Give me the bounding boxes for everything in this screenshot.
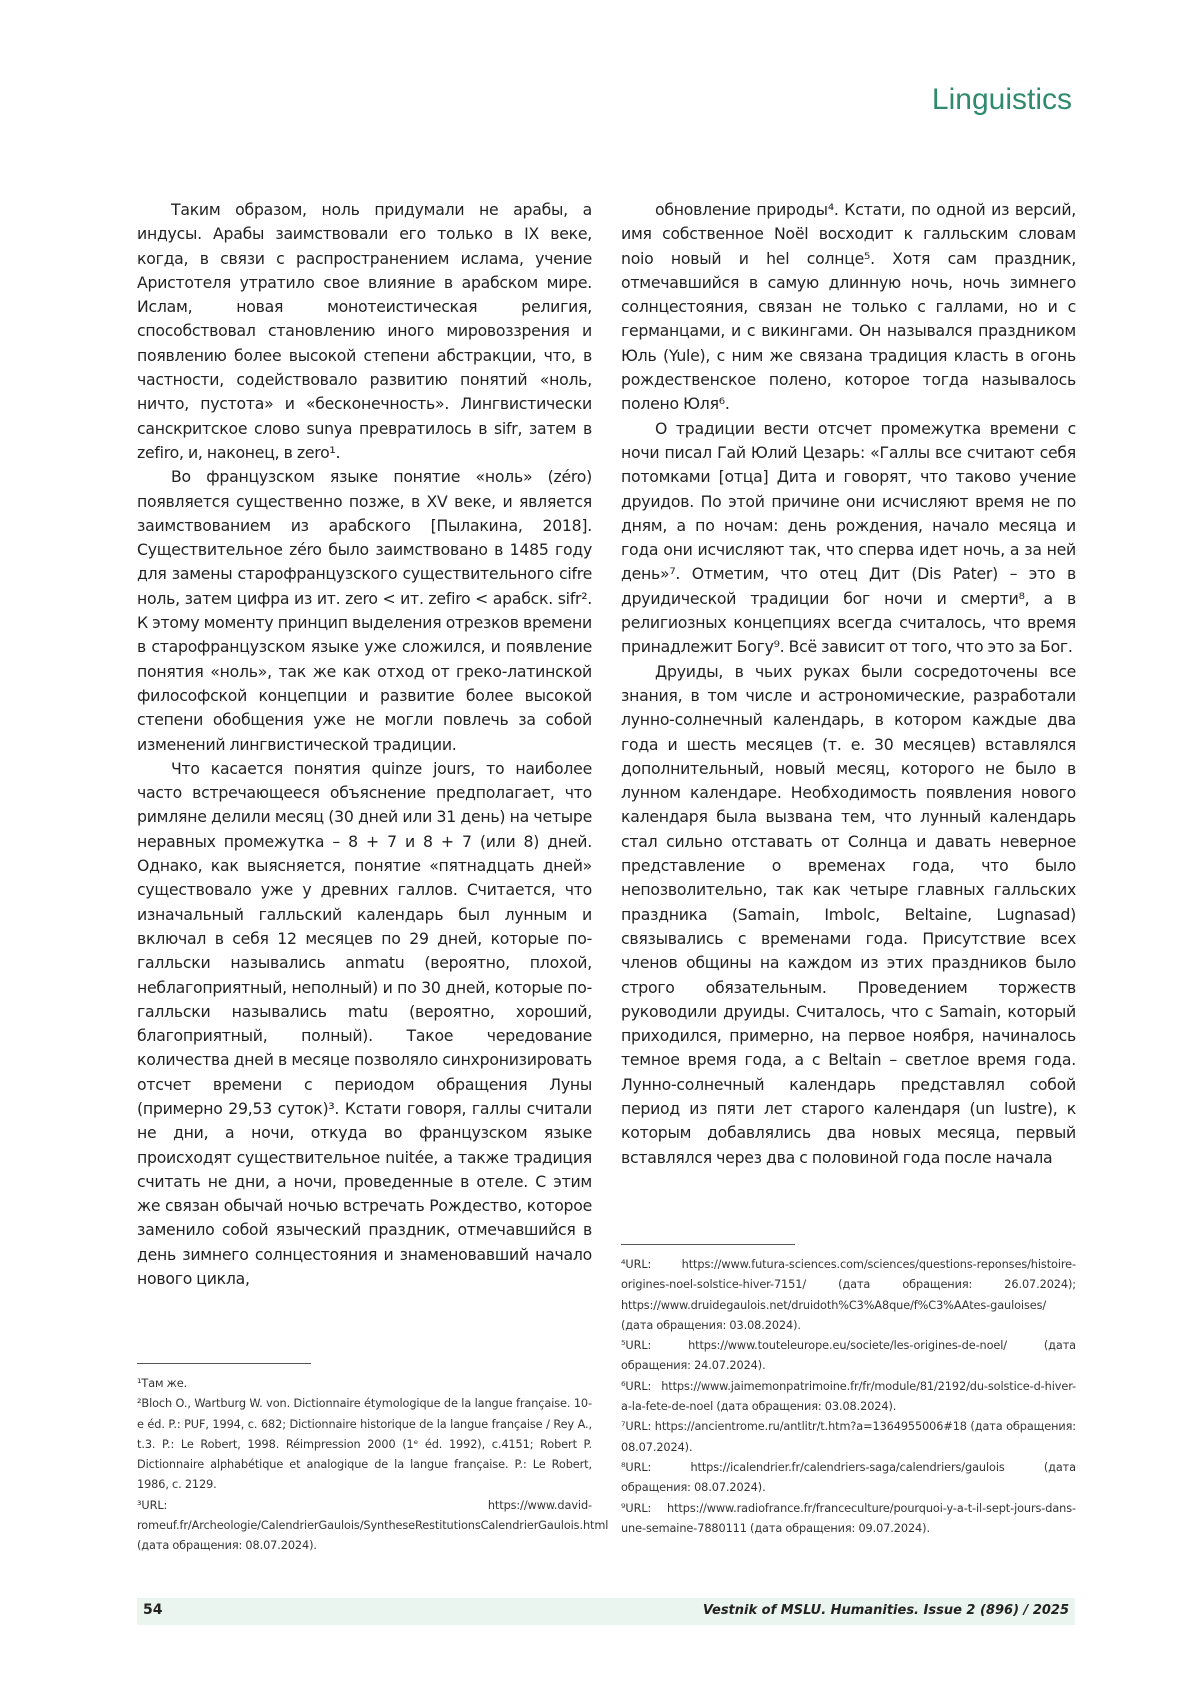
- footnote: ⁴URL: https://www.futura-sciences.com/sciences/questions-reponses/histoire-origines-noel-solstice-hiver-7151/ (дата обращения: 26.07.2024); https://www.druidegaulois.net/druidoth%C3%A8que/f%C3%AAtes-gauloises/ (дата обращения: 03.08.2024).: [621, 1258, 1076, 1332]
- paragraph: Друиды, в чьих руках были сосредоточены все знания, в том числе и астрономические, разработали лунно-солнечный календарь, в котором каждые два года и шесть месяцев (т. е. 30 месяцев) вставлялся дополнительный, новый месяц, которого не было в лунном календаре. Необходимость появления нового календаря была вызвана тем, что лунный календарь стал сильно отставать от Солнца и давать неверное представление о временах года, что было непозволительно, так как четыре главных галльских праздника (Samain, Imbolc, Beltaine, Lugnasad) связывались с временами года. Присутствие всех членов общины на каждом из этих праздников было строго обязательным. Проведением торжеств руководили друиды. Считалось, что с Samain, который приходился, примерно, на первое ноября, начиналось темное время года, а с Beltain – светлое время года. Лунно-солнечный календарь представлял собой период из пяти лет старого календаря (un lustre), к которым добавлялись два новых месяца, первый вставлялся через два с половиной года после начала: [621, 661, 1076, 1167]
- section-title: Linguistics: [931, 83, 1072, 116]
- footnote: ³URL: https://www.david-romeuf.fr/Archeologie/CalendrierGaulois/SyntheseRestitutionsCalendrierGaulois.html (дата обращения: 08.07.2024).: [137, 1498, 609, 1553]
- paragraph: Что касается понятия quinze jours, то наиболее часто встречающееся объяснение предполагает, что римляне делили месяц (30 дней или 31 день) на четыре неравных промежутка – 8 + 7 и 8 + 7 (или 8) дней. Однако, как выясняется, понятие «пятнадцать дней» существовало уже у древних галлов. Считается, что изначальный галльский календарь был лунным и включал в себя 12 месяцев по 29 дней, которые по-галльски назывались anmatu (вероятно, плохой, неблагоприятный, неполный) и по 30 дней, которые по-галльски назывались matu (вероятно, хороший, благоприятный, полный). Такое чередование количества дней в месяце позволяло синхронизировать отсчет времени с периодом обращения Луны (примерно 29,53 суток)³. Кстати говоря, галлы считали не дни, а ночи, откуда во французском языке происходят существительное nuitée, а также традиция считать не дни, а ночи, проведенные в отеле. С этим же связан обычай ночью встречать Рождество, которое заменило собой языческий праздник, отмечавшийся в день зимнего солнцестояния и знаменовавший начало нового цикла,: [137, 758, 592, 1289]
- left-column: [137, 198, 592, 1291]
- footnote: ¹Там же.: [137, 1377, 188, 1390]
- footnote: ⁵URL: https://www.touteleurope.eu/societe/les-origines-de-noel/ (дата обращения: 24.07.2024).: [621, 1339, 1076, 1373]
- footnote-divider: [137, 1363, 311, 1364]
- footnote: ⁸URL: https://icalendrier.fr/calendriers-saga/calendriers/gaulois (дата обращения: 08.07.2024).: [621, 1460, 1076, 1495]
- footnote: ⁹URL: https://www.radiofrance.fr/franceculture/pourquoi-y-a-t-il-sept-jours-dans-une-semaine-7880111 (дата обращения: 09.07.2024).: [621, 1501, 1076, 1535]
- footnotes-right: [621, 1244, 1076, 1539]
- paragraph: Таким образом, ноль придумали не арабы, а индусы. Арабы заимствовали его только в IX веке, когда, в связи с распространением ислама, учение Аристотеля утратило свое влияние в арабском мире. Ислам, новая монотеистическая религия, способствовал становлению иного мировоззрения и появлению более высокой степени абстракции, что, в частности, содействовало развитию понятий «ноль, ничто, пустота» и «бесконечность». Лингвистически санскритское слово sunya превратилось в sifr, затем в zefiro, и, наконец, в zero¹.: [137, 200, 592, 462]
- footnotes-left: [137, 1363, 609, 1557]
- journal-name: Vestnik of MSLU. Humanities. Issue 2 (896) / 2025: [702, 1603, 1069, 1618]
- footnote: ²Bloch O., Wartburg W. von. Dictionnaire étymologique de la langue française. 10-e éd. P.: PUF, 1994, c. 682; Dictionnaire historique de la langue française / Rey A., t.3. P.: Le Robert, 1998. Réimpression 2000 (1ᵉ éd. 1992), c.4151; Robert P. Dictionnaire alphabétique et analogique de la langue française. P.: Le Robert, 1986, c. 2129.: [137, 1397, 592, 1492]
- paragraph: обновление природы⁴. Кстати, по одной из версий, имя собственное Noël восходит к галльским словам noio новый и hel солнце⁵. Хотя сам праздник, отмечавшийся в самую длинную ночь, ночь зимнего солнцестояния, связан не только с галлами, но и с германцами, и с викингами. Он назывался праздником Юль (Yule), с ним же связана традиция класть в огонь рождественское полено, которое тогда называлось полено Юля⁶.: [621, 200, 1076, 414]
- paragraph: О традиции вести отсчет промежутка времени с ночи писал Гай Юлий Цезарь: «Галлы все считают себя потомками [отца] Дита и говорят, что таково учение друидов. По этой причине они исчисляют время не по дням, а по ночам: день рождения, начало месяца и года они исчисляют так, что сперва идет ночь, а за ней день»⁷. Отметим, что отец Дит (Dis Pater) – это в друидической традиции бог ночи и смерти⁸, а в религиозных концепциях всегда считалось, что время принадлежит Богу⁹. Всё зависит от того, что это за Бог.: [621, 418, 1076, 657]
- footer: [137, 1598, 1075, 1625]
- page-number: 54: [143, 1602, 163, 1618]
- article-body-right: [621, 198, 1076, 1170]
- footnote: ⁷URL: https://ancientrome.ru/antlitr/t.htm?a=1364955006#18 (дата обращения: 08.07.2024).: [621, 1420, 1076, 1454]
- article-body-left: [137, 198, 592, 1291]
- paragraph: Во французском языке понятие «ноль» (zéro) появляется существенно позже, в XV веке, и является заимствованием из арабского [Пылакина, 2018]. Существительное zéro было заимствовано в 1485 году для замены старофранцузского существительного cifre ноль, затем цифра из ит. zero < ит. zefiro < арабск. sifr². К этому моменту принцип выделения отрезков времени в старофранцузском языке уже сложился, и появление понятия «ноль», так же как отход от греко-латинской философской концепции и развитие более высокой степени обобщения уже не могли повлечь за собой изменений лингвистической традиции.: [137, 467, 592, 754]
- right-column: [621, 198, 1076, 1170]
- footnote-divider: [621, 1244, 795, 1245]
- footnote: ⁶URL: https://www.jaimemonpatrimoine.fr/fr/module/81/2192/du-solstice-d-hiver-a-la-fete-de-noel (дата обращения: 03.08.2024).: [621, 1379, 1076, 1414]
